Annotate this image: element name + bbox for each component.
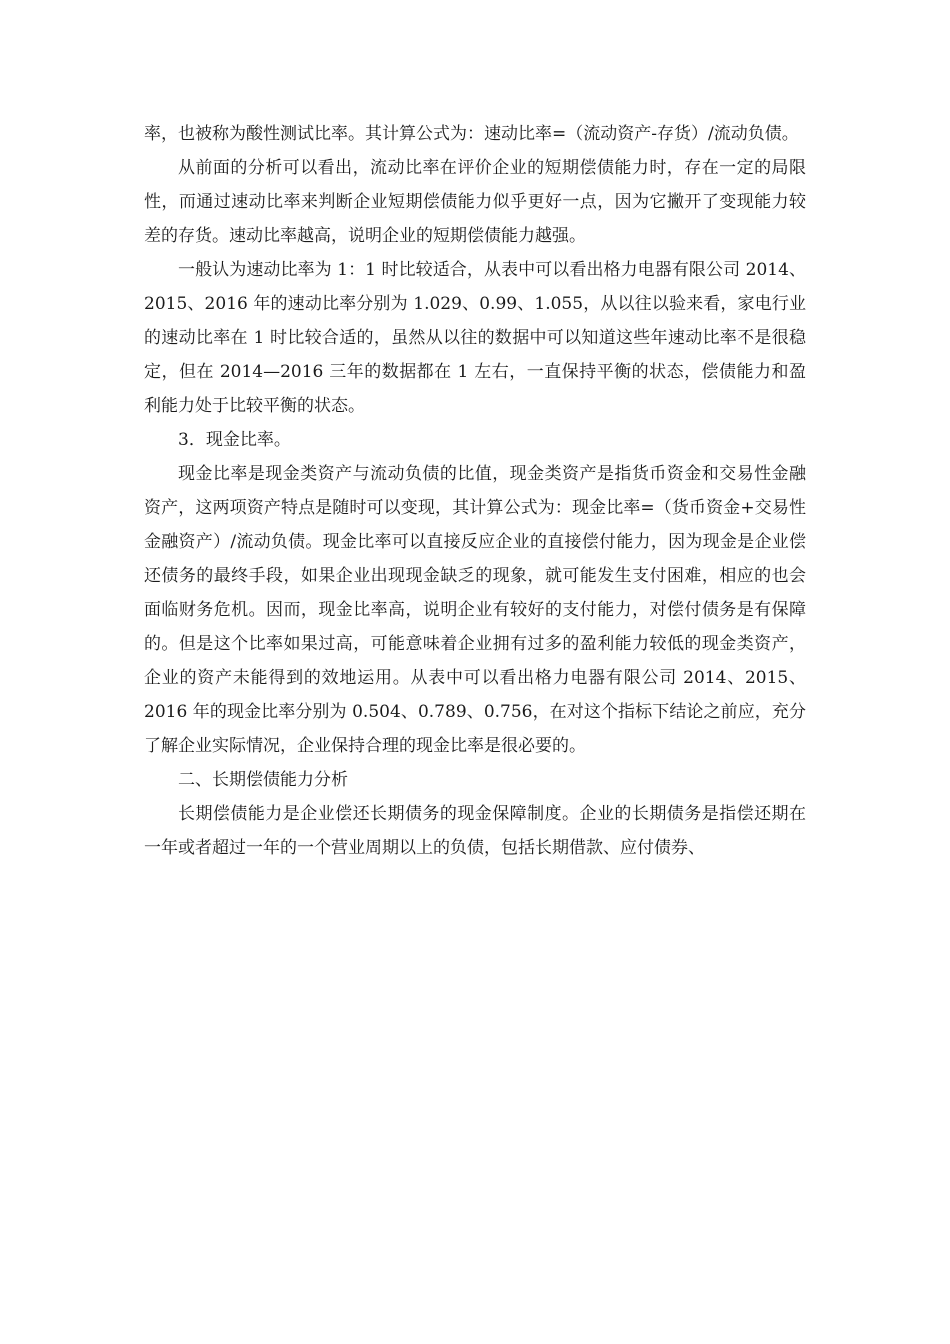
- paragraph-long-term-solvency: 长期偿债能力是企业偿还长期债务的现金保障制度。企业的长期债务是指偿还期在一年或者超过一年的一个营业周期以上的负债，包括长期借款、应付债券、: [144, 804, 806, 858]
- paragraph-continuation: 率，也被称为酸性测试比率。其计算公式为：速动比率=（流动资产-存货）/流动负债。: [144, 124, 799, 144]
- document-body: [144, 117, 806, 865]
- paragraph-quick-ratio-analysis: 从前面的分析可以看出，流动比率在评价企业的短期偿债能力时，存在一定的局限性，而通过速动比率来判断企业短期偿债能力似乎更好一点，因为它撇开了变现能力较差的存货。速动比率越高，说明企业的短期偿债能力越强。: [144, 158, 806, 246]
- paragraph-cash-ratio: 现金比率是现金类资产与流动负债的比值，现金类资产是指货币资金和交易性金融资产，这两项资产特点是随时可以变现，其计算公式为：现金比率=（货币资金+交易性金融资产）/流动负债。现金比率可以直接反应企业的直接偿付能力，因为现金是企业偿还债务的最终手段，如果企业出现现金缺乏的现象，就可能发生支付困难，相应的也会面临财务危机。因而，现金比率高，说明企业有较好的支付能力，对偿付债务是有保障的。但是这个比率如果过高，可能意味着企业拥有过多的盈利能力较低的现金类资产，企业的资产未能得到的效地运用。从表中可以看出格力电器有限公司 2014、2015、2016 年的现金比率分别为 0.504、0.789、0.756，在对这个指标下结论之前应，充分了解企业实际情况，企业保持合理的现金比率是很必要的。: [144, 464, 806, 756]
- heading-cash-ratio: 3．现金比率。: [178, 430, 291, 450]
- heading-long-term-solvency: 二、长期偿债能力分析: [178, 770, 348, 790]
- paragraph-quick-ratio-values: 一般认为速动比率为 1：1 时比较适合，从表中可以看出格力电器有限公司 2014、2015、2016 年的速动比率分别为 1.029、0.99、1.055，从以往以验来看，家电行业的速动比率在 1 时比较合适的，虽然从以往的数据中可以知道这些年速动比率不是很稳定，但在 2014—2016 三年的数据都在 1 左右，一直保持平衡的状态，偿债能力和盈利能力处于比较平衡的状态。: [144, 260, 806, 416]
